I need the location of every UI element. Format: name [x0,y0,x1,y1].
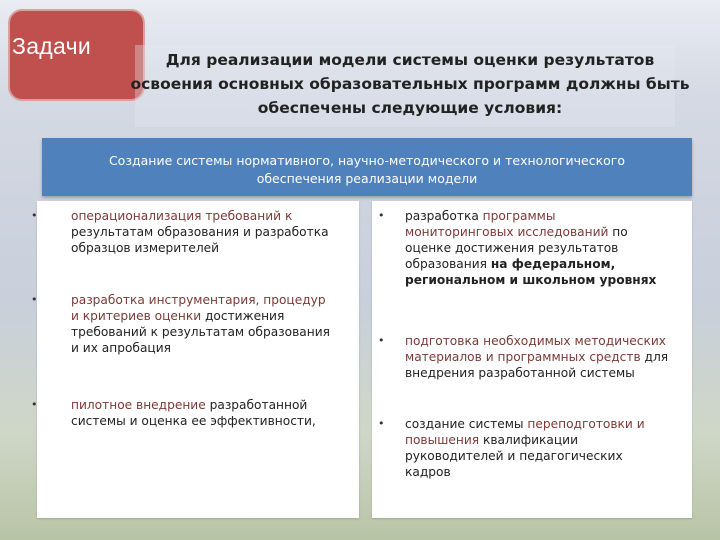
item-text: достижения [201,309,285,323]
item-text: кадров [405,465,451,479]
item-text: образования [405,257,491,271]
right-item-2 [405,333,668,381]
item-text: оценке достижения результатов [405,241,619,255]
item-line [405,333,668,349]
item-text-highlight: повышения [405,433,480,447]
item-line [405,464,645,480]
item-text: создание системы [405,417,528,431]
item-line [405,224,656,240]
item-text: разработка [405,209,483,223]
left-item-3 [71,397,316,429]
item-text: требований к результатам образования [71,325,330,339]
item-text-highlight: и критериев оценки [71,309,202,323]
item-line [405,349,668,365]
item-text-bold: на федеральном, [490,257,616,271]
page-title [130,48,690,120]
item-line [71,240,329,256]
section-header-line: Создание системы нормативного, научно-методического и технологического [108,153,626,168]
bullet-icon: • [378,417,385,430]
section-header-text [42,152,692,188]
item-line [71,340,330,356]
title-line: освоения основных образовательных программ должны быть [130,75,690,93]
left-item-1 [71,208,329,256]
item-text-highlight: операционализация требований к [71,209,293,223]
title-line: обеспечены следующие условия: [257,99,563,117]
item-line [405,240,656,256]
item-text: руководителей и педагогических [405,449,623,463]
right-item-3 [405,416,645,480]
item-text: системы и оценка ее эффективности, [71,414,316,428]
item-line [405,416,645,432]
item-line [71,308,330,324]
item-text-bold: региональном и школьном уровнях [405,273,657,287]
item-line [405,448,645,464]
item-text-highlight: программы [482,209,556,223]
item-line [405,272,656,288]
item-line [405,365,668,381]
item-text-highlight: переподготовки и [527,417,645,431]
title-line: Для реализации модели системы оценки результатов [165,51,655,69]
item-text: разработанной [205,398,308,412]
item-line [71,397,316,413]
item-line [405,432,645,448]
item-text: образцов измерителей [71,241,220,255]
item-line [405,256,656,272]
left-item-2 [71,292,330,356]
tasks-badge-label: Задачи [12,33,92,59]
item-text: и их апробация [71,341,171,355]
item-text-highlight: мониторинговых исследований [405,225,609,239]
bullet-icon: • [378,334,385,347]
item-line [71,292,330,308]
item-line [71,224,329,240]
item-line [405,208,656,224]
item-text-highlight: пилотное внедрение [71,398,206,412]
item-text-highlight: подготовка необходимых методических [405,334,667,348]
item-text-highlight: разработка инструментария, процедур [71,293,326,307]
item-text-highlight: материалов и программных средств [405,350,641,364]
right-item-1 [405,208,656,288]
item-line [71,324,330,340]
item-text: квалификации [479,433,579,447]
bullet-icon: • [31,209,38,222]
bullet-icon: • [378,209,385,222]
bullet-icon: • [31,293,38,306]
item-text: по [608,225,628,239]
item-text: результатам образования и разработка [71,225,329,239]
item-line [71,208,329,224]
bullet-icon: • [31,398,38,411]
item-text: внедрения разработанной системы [405,366,635,380]
item-text: для [640,350,669,364]
item-line [71,413,316,429]
section-header-line: обеспечения реализации модели [256,171,478,186]
